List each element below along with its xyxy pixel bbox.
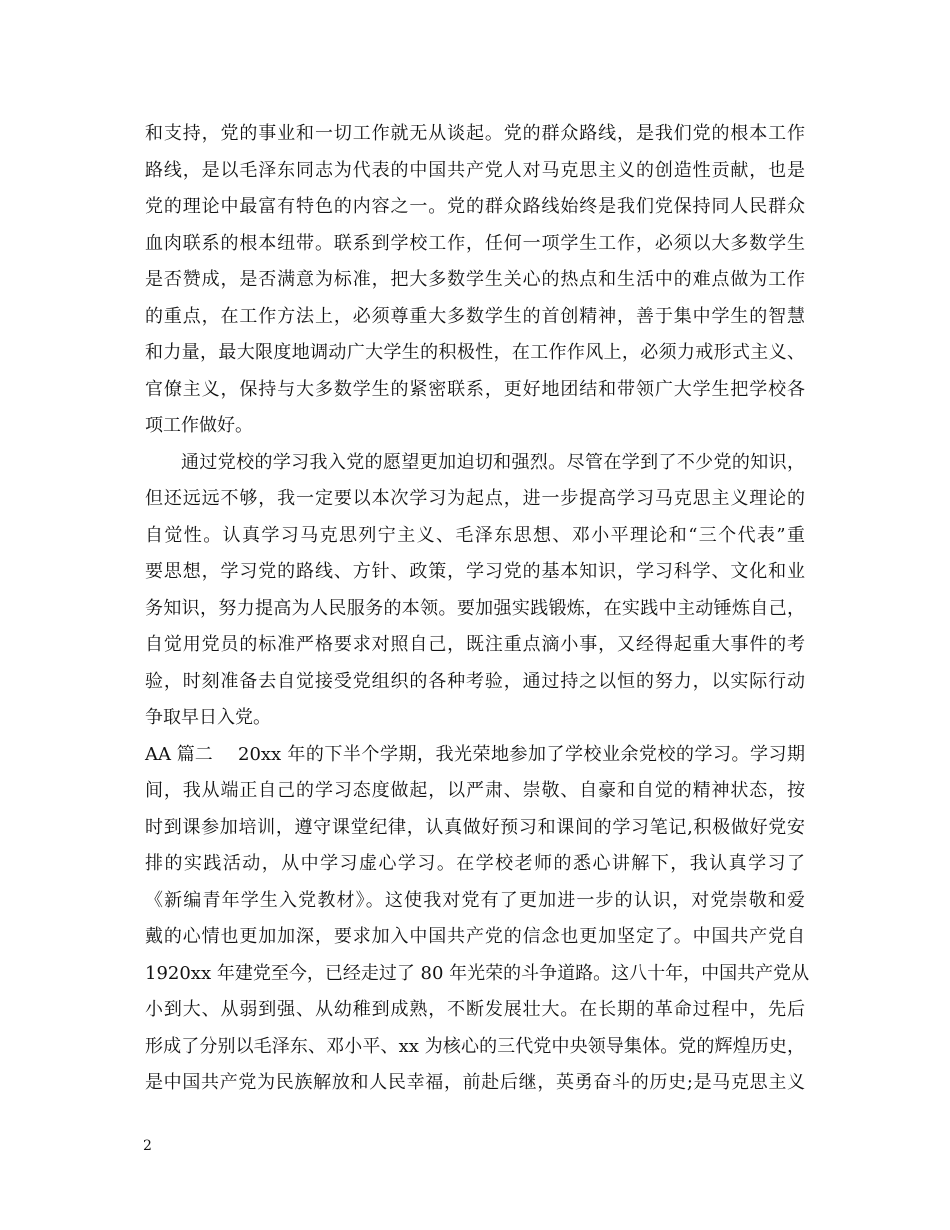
text-line: 的重点，在工作方法上，必须尊重大多数学生的首创精神，善于集中学生的智慧 [145,305,805,327]
text-line: 是中国共产党为民族解放和人民幸福，前赴后继，英勇奋斗的历史;是马克思主义 [145,1072,805,1093]
text-line: 但还远远不够，我一定要以本次学习为起点，进一步提高学习马克思主义理论的 [145,488,805,509]
text-line: 是否赞成，是否满意为标准，把大多数学生关心的热点和生活中的难点做为工作 [145,269,805,290]
text-line: 《新编青年学生入党教材》。这使我对党有了更加进一步的认识，对党崇敬和爱 [145,889,805,911]
text-line: 自觉性。认真学习马克思列宁主义、毛泽东思想、邓小平理论和“三个代表”重 [145,524,805,546]
text-span: 20xx 年的下半个学期，我光荣地参加了学校业余党校的学习。学习期 [238,743,805,765]
text-line: 项工作做好。 [145,415,253,436]
text-line: 戴的心情也更加加深，要求加入中国共产党的信念也更加坚定了。中国共产党自 [145,926,805,947]
section-label: AA 篇二 [145,743,213,765]
text-line: 争取早日入党。 [145,707,271,728]
paragraph-3 [145,737,810,1102]
body-text [145,116,810,1102]
text-line [145,737,805,774]
text-line: 时到课参加培训，遵守课堂纪律，认真做好预习和课间的学习笔记,积极做好党安 [145,816,805,838]
text-line: 血肉联系的根本纽带。联系到学校工作，任何一项学生工作，必须以大多数学生 [145,232,805,254]
text-line: 形成了分别以毛泽东、邓小平、xx 为核心的三代党中央领导集体。党的辉煌历史， [145,1035,805,1057]
paragraph-1 [145,116,805,445]
text-line: 要思想，学习党的路线、方针、政策，学习党的基本知识，学习科学、文化和业 [145,561,805,582]
text-line: 务知识，努力提高为人民服务的本领。要加强实践锻炼，在实践中主动锤炼自己， [145,597,805,619]
text-line: 排的实践活动，从中学习虚心学习。在学校老师的悉心讲解下，我认真学习了 [145,853,805,874]
text-line: 通过党校的学习我入党的愿望更加迫切和强烈。尽管在学到了不少党的知识， [181,451,805,473]
text-line: 党的理论中最富有特色的内容之一。党的群众路线始终是我们党保持同人民群众 [145,196,805,217]
paragraph-2 [145,445,805,737]
page-number: 2 [143,1138,152,1154]
text-line: 官僚主义，保持与大多数学生的紧密联系，更好地团结和带领广大学生把学校各 [145,378,805,400]
text-line: 自觉用党员的标准严格要求对照自己，既注重点滴小事，又经得起重大事件的考 [145,634,805,655]
text-line: 和支持，党的事业和一切工作就无从谈起。党的群众路线，是我们党的根本工作 [145,123,805,144]
text-line: 验，时刻准备去自觉接受党组织的各种考验，通过持之以恒的努力，以实际行动 [145,670,805,692]
text-line: 和力量，最大限度地调动广大学生的积极性，在工作作风上，必须力戒形式主义、 [145,342,805,363]
text-line: 小到大、从弱到强、从幼稚到成熟，不断发展壮大。在长期的革命过程中，先后 [145,999,805,1020]
text-line: 路线，是以毛泽东同志为代表的中国共产党人对马克思主义的创造性贡献，也是 [145,159,805,181]
text-line: 1920xx 年建党至今，已经走过了 80 年光荣的斗争道路。这八十年，中国共产党从 [145,962,810,984]
text-line: 间，我从端正自己的学习态度做起，以严肃、崇敬、自豪和自觉的精神状态，按 [145,780,805,801]
